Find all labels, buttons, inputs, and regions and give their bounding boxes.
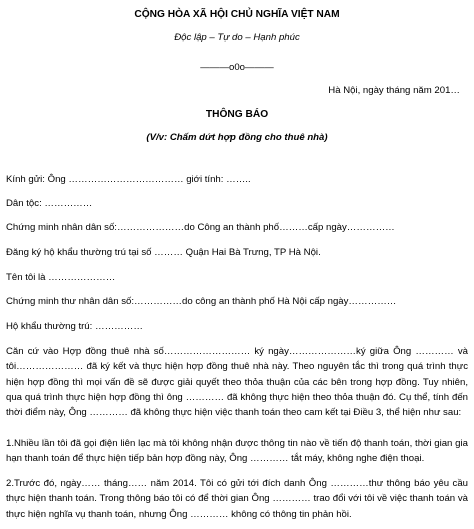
recipient-greeting: Kính gửi: Ông ……………………………… giới tính: …….. — [6, 174, 251, 185]
recipient-ethnicity: Dân tộc: …………… — [6, 198, 93, 209]
national-title: CỘNG HÒA XÃ HỘI CHỦ NGHĨA VIỆT NAM — [134, 9, 340, 20]
place-date: Hà Nội, ngày tháng năm 201… — [328, 85, 460, 96]
sender-residence: Hộ khẩu thường trú: …………… — [6, 321, 143, 332]
recipient-id-card: Chứng minh nhân dân số:…………………do Công an thành phố………cấp ngày…………… — [6, 222, 395, 233]
body-paragraph-point-2: 2.Trước đó, ngày…… tháng…… năm 2014. Tôi có gửi tới đích danh Ông …………thư thông báo yêu cầu thực hiện thanh toán. Trong thông báo tôi có để thời gian Ông ………… trao đổi với tôi về việc thanh toán và thực hiện nghĩa vụ thanh toán, nhưng Ông ………… không có thông tin phản hồi. — [6, 478, 468, 520]
sender-name: Tên tôi là ………………… — [6, 272, 116, 283]
body-paragraph-point-1: 1.Nhiều lần tôi đã gọi điện liên lạc mà tôi không nhận được thông tin nào về tiến độ thanh toán, thời gian gia hạn thanh toán để thực hiện tiếp bản hợp đồng này, Ông ………… tắt máy, không nghe điện thoại. — [6, 438, 468, 465]
motto: Độc lập – Tự do – Hạnh phúc — [174, 32, 300, 43]
document-title: THÔNG BÁO — [205, 109, 269, 120]
document-subject: (V/v: Chấm dứt hợp đồng cho thuê nhà) — [146, 132, 328, 143]
recipient-residence: Đăng ký hộ khẩu thường trú tại số ……… Quận Hai Bà Trưng, TP Hà Nội. — [6, 247, 321, 258]
ornament: ———o0o——— — [200, 62, 274, 73]
body-paragraph-basis: Căn cứ vào Hợp đồng thuê nhà số……………………… ký ngày…………………ký giữa Ông ………… và tôi………………… đã ký kết và thực hiện hợp đồng thuê nhà này. Theo nguyên tắc thì trong quá trình thực hiện hợp đồng thì mọi vấn đề sẽ được giải quyết theo thỏa thuận của các bên trong hợp đồng. Tuy nhiên, qua quá trình thực hiện hợp đồng thì ông ………… đã không thực hiện theo thỏa thuận đó. Cụ thể, tính đến thời điểm này, Ông ………… đã không thực hiện việc thanh toán theo cam kết tại Điều 3, thể hiện như sau: — [6, 346, 468, 419]
sender-id-card: Chứng minh thư nhân dân số:……………do công an thành phố Hà Nội cấp ngày…………… — [6, 296, 397, 307]
